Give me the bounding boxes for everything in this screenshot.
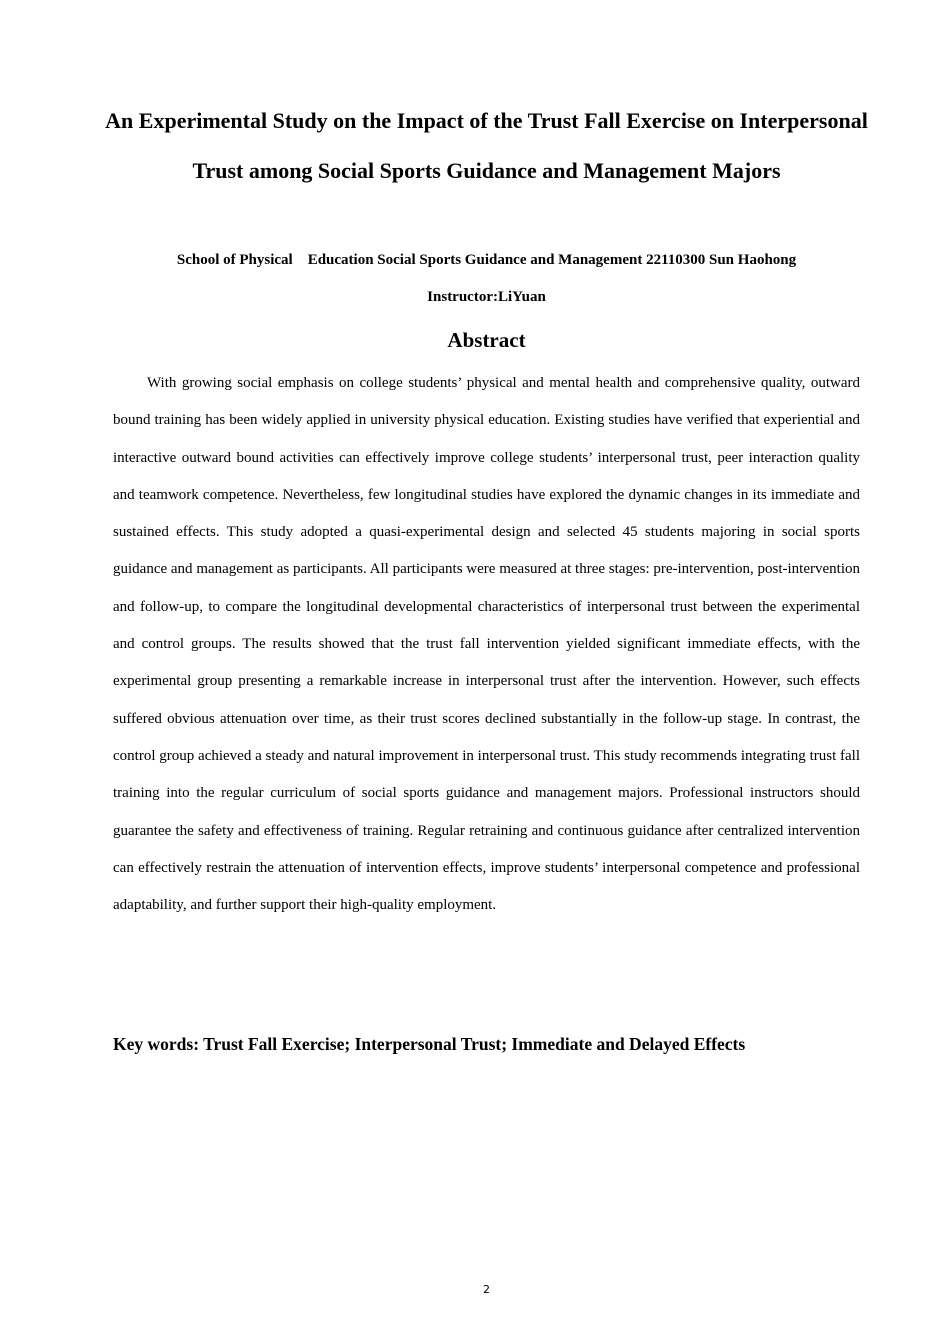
paper-title: An Experimental Study on the Impact of the Trust Fall Exercise on Interpersonal Trust among Social Sports Guidance and Management Majors bbox=[105, 108, 868, 183]
author-line: School of Physical Education Social Sports Guidance and Management 22110300 Sun Haohong bbox=[176, 252, 797, 268]
document-page bbox=[105, 0, 868, 1344]
abstract-heading: Abstract bbox=[447, 328, 526, 352]
page-number: 2 bbox=[483, 1283, 490, 1296]
abstract-body: With growing social emphasis on college students’ physical and mental health and comprehensive quality, outward bound training has been widely applied in university physical education. Existing studies have verified that experiential and interactive outward bound activities can effectively improve college students’ interpersonal trust, peer interaction quality and teamwork competence. Nevertheless, few longitudinal studies have explored the dynamic changes in its immediate and sustained effects. This study adopted a quasi-experimental design and selected 45 students majoring in social sports guidance and management as participants. All participants were measured at three stages: pre-intervention, post-intervention and follow-up, to compare the longitudinal developmental characteristics of interpersonal trust between the experimental and control groups. The results showed that the trust fall intervention yielded significant immediate effects, with the experimental group presenting a remarkable increase in interpersonal trust after the intervention. However, such effects suffered obvious attenuation over time, as their trust scores declined substantially in the follow-up stage. In contrast, the control group achieved a steady and natural improvement in interpersonal trust. This study recommends integrating trust fall training into the regular curriculum of social sports guidance and management majors. Professional instructors should guarantee the safety and effectiveness of training. Regular retraining and continuous guidance after centralized intervention can effectively restrain the attenuation of intervention effects, improve students’ interpersonal competence and professional adaptability, and further support their high-quality employment. bbox=[113, 375, 860, 914]
instructor-line: Instructor:LiYuan bbox=[427, 289, 546, 305]
keywords-line: Key words: Trust Fall Exercise; Interpersonal Trust; Immediate and Delayed Effects bbox=[113, 1034, 746, 1054]
